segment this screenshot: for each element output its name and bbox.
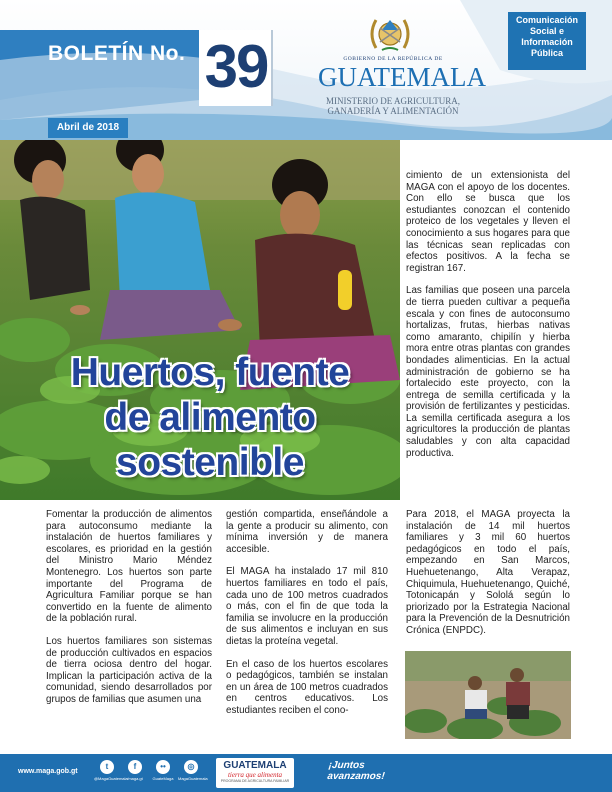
headline-line-1: Huertos, fuente	[70, 351, 350, 394]
facebook-link[interactable]	[122, 760, 148, 781]
secondary-photo	[405, 651, 571, 739]
column-2	[226, 509, 388, 728]
communication-box	[508, 12, 586, 70]
paragraph: En el caso de los huertos escolares o pedagógicos, también se instalan en un área de 100 metros cuadrados en centros educativos. Los estudiantes reciben el cono-	[226, 658, 388, 716]
twitter-handle: @MagaGuatemala	[94, 776, 128, 781]
coat-of-arms-icon	[366, 14, 414, 54]
comm-line: Pública	[530, 48, 563, 58]
flickr-link[interactable]	[150, 760, 176, 781]
comm-line: Comunicación	[515, 15, 578, 25]
logo-subtitle: PROGRAMA DE AGRICULTURA FAMILIAR	[220, 779, 290, 783]
guatemala-wordmark: GUATEMALA	[318, 62, 486, 92]
paragraph: Las familias que poseen una parcela de tierra pueden cultivar a pequeña escala y con fines de autoconsumo hortalizas, frutas, hierbas nativas como amaranto, chipilín y hierba mora entre otras plantas con grandes bondades alimenticias. En la actual administración de gobierno se ha fortalecido este proyecto, con la entrega de semilla certificada y la provisión de fertilizantes y pesticidas. La semilla certificada asegura a los agricultores la producción de plantas saludables y con alta capacidad productiva.	[406, 285, 570, 459]
guatemala-tierra-logo	[216, 758, 294, 788]
slogan	[327, 760, 403, 782]
facebook-icon: f	[128, 760, 142, 774]
comm-line: Social e	[529, 26, 565, 36]
flickr-handle: GuateMaga	[152, 776, 174, 781]
instagram-icon: ◎	[184, 760, 198, 774]
government-line: GOBIERNO DE LA REPÚBLICA DE	[343, 56, 443, 62]
twitter-icon: t	[100, 760, 114, 774]
bulletin-label: BOLETÍN No.	[48, 42, 186, 65]
ministry-line-2: GANADERÍA Y ALIMENTACIÓN	[327, 106, 459, 116]
header	[0, 0, 612, 140]
bulletin-number-box	[199, 30, 273, 106]
slogan-line-1: ¡Juntos	[328, 760, 366, 771]
website-link[interactable]: www.maga.gob.gt	[18, 768, 78, 775]
logo-title: GUATEMALA	[223, 760, 287, 771]
column-3	[406, 509, 570, 648]
paragraph: Para 2018, el MAGA proyecta la instalación de 14 mil huertos familiares y 3 mil 60 huertos pedagógicos en todo el país, empezando en San Marcos, Huehuetenango, Alta Verapaz, Chiquimula, Huehuetenango, Quiché, Totonicapán y Sololá según lo priorizado por la Estrategia Nacional para la Prevención de la Desnutrición Crónica (ENPDC).	[406, 509, 570, 636]
slogan-line-2: avanzamos!	[326, 771, 386, 782]
comm-line: Información	[521, 37, 573, 47]
date-tab: Abril de 2018	[48, 118, 128, 138]
paragraph: gestión compartida, enseñándole a la gente a producir su alimento, con mínima inversión y de manera accesible.	[226, 509, 388, 555]
headline-line-3: sostenible	[116, 441, 304, 484]
paragraph: Fomentar la producción de alimentos para autoconsumo mediante la instalación de huertos familiares y escolares, es prioridad en la gestión del Ministro Mario Méndez Montenegro. Los huertos son parte importante del Programa de Agricultura Familiar porque se han convertido en la fuente de alimento de la población rural.	[46, 509, 212, 625]
paragraph: El MAGA ha instalado 17 mil 810 huertos familiares en todo el país, cada uno de 100 metros cuadrados o más, con el fin de que toda la familia se involucre en la producción de sus alimentos e incluyan en sus dietas la proteína vegetal.	[226, 566, 388, 647]
twitter-link[interactable]	[94, 760, 128, 781]
facebook-handle: /maga.gt	[127, 776, 143, 781]
column-1	[46, 509, 212, 717]
paragraph: Los huertos familiares son sistemas de producción cultivados en espacios de tierra ociosa dentro del hogar. Implican la participación activa de la comunidad, siendo desarrollados por grupos de familias que asumen una	[46, 635, 212, 705]
instagram-link[interactable]	[178, 760, 208, 781]
logo-tagline: tierra que alimenta	[227, 771, 283, 779]
ministry-line-1: MINISTERIO DE AGRICULTURA,	[326, 96, 460, 106]
headline-line-2: de alimento	[104, 396, 316, 439]
paragraph: cimiento de un extensionista del MAGA con el apoyo de los docentes. Con ello se busca que los estudiantes conozcan el contenido proteico de los vegetales y lleven el conocimiento a sus hogares para que las técnicas sean replicadas con efectos positivos. A la fecha se registran 167.	[406, 170, 570, 274]
right-column-top	[406, 170, 570, 470]
flickr-icon: ••	[156, 760, 170, 774]
footer	[0, 754, 612, 792]
bulletin-number: 39	[204, 33, 268, 100]
instagram-handle: MagaGuatemala	[178, 776, 208, 781]
field-workers-illustration	[405, 651, 571, 739]
headline	[30, 350, 390, 485]
